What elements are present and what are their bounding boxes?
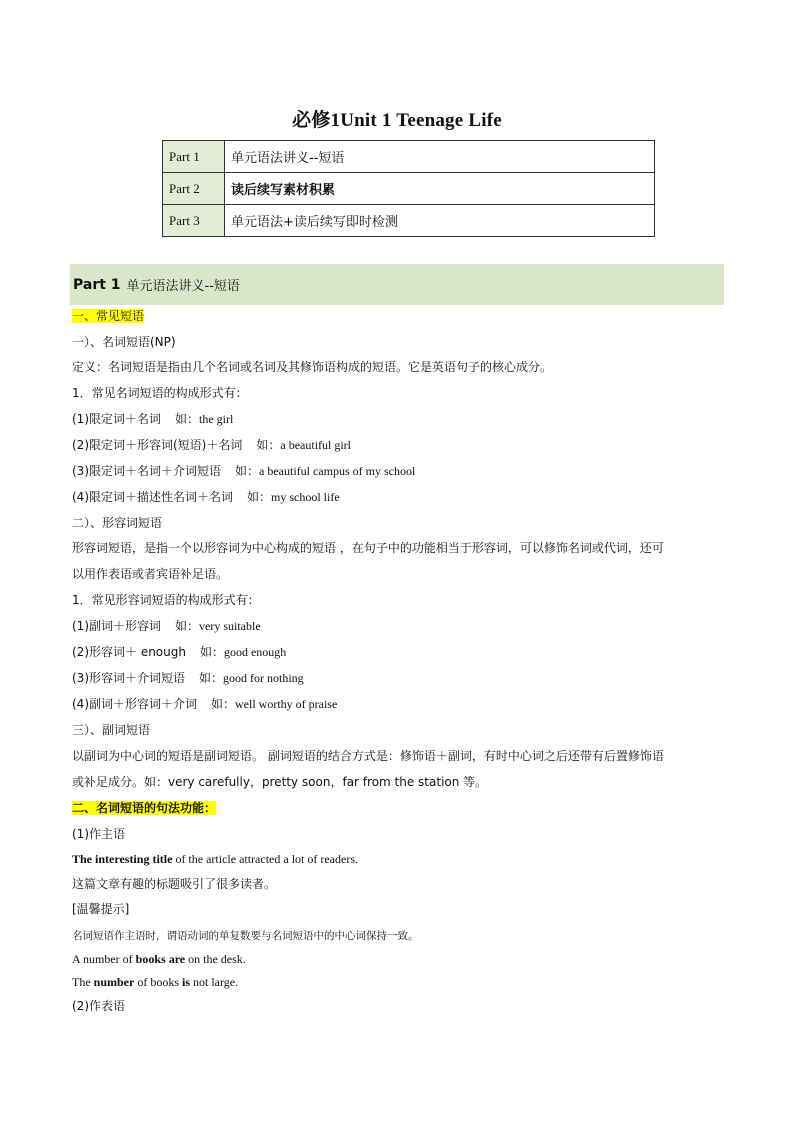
definition-adverb-phrase-cont: 或补足成分。如：very carefully，pretty soon，far from the station 等。 (72, 775, 488, 789)
tip-label: [温馨提示] (72, 902, 130, 916)
subheading-adverb-phrase: 三）、副词短语 (72, 723, 151, 737)
form-intro: 1．常见形容词短语的构成形式有： (72, 593, 260, 607)
list-item: (1)副词＋形容词 如：very suitable (72, 619, 261, 633)
section-number: Part 1 (73, 276, 121, 293)
toc-row (163, 173, 655, 205)
toc-part-desc: 单元语法讲义--短语 (225, 141, 655, 173)
list-item: (4)限定词＋描述性名词＋名词 如：my school life (72, 490, 340, 504)
example-sentence: A number of books are on the desk. (72, 952, 246, 966)
contents-table (162, 140, 655, 237)
toc-part-label: Part 2 (163, 173, 225, 205)
subheading-noun-phrase: 一）、名词短语(NP) (72, 335, 176, 349)
toc-part-label: Part 1 (163, 141, 225, 173)
definition-adverb-phrase: 以副词为中心词的短语是副词短语。 副词短语的结合方式是：修饰语＋副词，有时中心词之后还带有后置修饰语 (72, 749, 664, 763)
list-item: (2)限定词＋形容词(短语)＋名词 如：a beautiful girl (72, 438, 352, 452)
list-item: (3)限定词＋名词＋介词短语 如：a beautiful campus of my school (72, 464, 416, 478)
heading-common-phrases: 一、常见短语 (72, 309, 145, 323)
definition-adjective-phrase-cont: 以用作表语或者宾语补足语。 (72, 567, 229, 581)
list-item: (4)副词＋形容词＋介词 如：well worthy of praise (72, 697, 338, 711)
heading-noun-phrase-functions: 二、名词短语的句法功能： (72, 801, 217, 815)
example-translation: 这篇文章有趣的标题吸引了很多读者。 (72, 877, 277, 891)
toc-part-desc: 单元语法+读后续写即时检测 (225, 205, 655, 237)
section-header (70, 264, 724, 305)
list-item: (2)形容词＋ enough 如：good enough (72, 645, 287, 659)
example-sentence: The number of books is not large. (72, 975, 239, 989)
subheading-adjective-phrase: 二）、形容词短语 (72, 516, 163, 530)
function-predicative: (2)作表语 (72, 999, 125, 1013)
toc-part-label: Part 3 (163, 205, 225, 237)
tip-text: 名词短语作主语时，谓语动词的单复数要与名词短语中的中心词保持一致。 (72, 930, 419, 942)
function-subject: (1)作主语 (72, 827, 125, 841)
toc-row (163, 141, 655, 173)
list-item: (3)形容词＋介词短语 如：good for nothing (72, 671, 304, 685)
toc-part-desc: 读后续写素材积累 (225, 173, 655, 205)
toc-row (163, 205, 655, 237)
section-title: 单元语法讲义--短语 (126, 279, 240, 294)
document-title: 必修1Unit 1 Teenage Life (292, 110, 502, 131)
list-item: (1)限定词＋名词 如：the girl (72, 412, 234, 426)
definition-adjective-phrase: 形容词短语，是指一个以形容词为中心构成的短语 ，在句子中的功能相当于形容词，可以修饰名词或代词，还可 (72, 541, 664, 555)
definition-noun-phrase: 定义：名词短语是指由几个名词或名词及其修饰语构成的短语。它是英语句子的核心成分。 (72, 360, 553, 374)
example-sentence: The interesting title of the article attracted a lot of readers. (72, 852, 359, 866)
form-intro: 1．常见名词短语的构成形式有： (72, 386, 248, 400)
